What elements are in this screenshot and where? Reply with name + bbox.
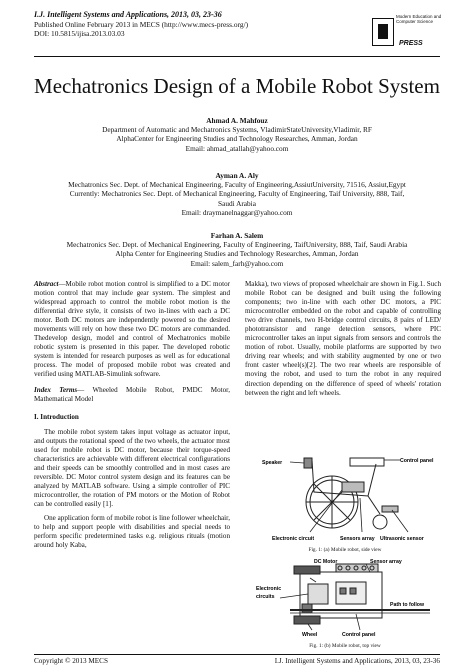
mecs-logo [372, 12, 442, 52]
label-path-to-follow: Path to follow [390, 602, 425, 608]
footer-rule [34, 654, 440, 655]
label-dc-motor: DC Motor [314, 559, 338, 565]
figure-1b-caption: Fig. 1: (b) Mobile robot, top view [309, 643, 381, 649]
right-column [245, 280, 441, 403]
intro-paragraph-2: One application form of mobile robot is line follower wheelchair, to help and support people with disabilities and special needs to perform specific predetermined tasks e.g. religious rituals (motion around holy Kaba, [34, 514, 230, 550]
caster-wheel-icon [373, 515, 387, 529]
author-name: Ayman A. Aly [215, 171, 259, 180]
left-column [34, 280, 230, 555]
label-circuits: circuits [256, 594, 275, 600]
figure-1a [250, 452, 440, 552]
author-email: Email: draymanelnaggar@yahoo.com [181, 207, 293, 217]
label-sensor-array: Sensor array [370, 559, 402, 565]
author-name: Ahmad A. Mahfouz [206, 116, 268, 125]
wheel-icon [294, 566, 320, 574]
author-affiliation: Saudi Arabia [218, 198, 256, 208]
label-speaker: Speaker [262, 460, 283, 466]
abstract [34, 280, 230, 380]
author-affiliation: Mechatronics Sec. Dept. of Mechanical Engineering, Faculty of Engineering,AssiutUniversity, 71516, Assiut,Egypt [68, 180, 406, 190]
label-electronic: Electronic [256, 586, 282, 592]
doi-line: DOI: 10.5815/ijisa.2013.03.03 [34, 29, 125, 38]
journal-header [34, 10, 354, 39]
author-block-2 [34, 171, 440, 217]
author-email: Email: salem_farh@yahoo.com [190, 258, 284, 268]
section-heading: I. Introduction [34, 412, 79, 421]
wheelchair-side-drawing [250, 452, 440, 542]
author-affiliation: Mechatronics Sec. Dept. of Mechanical Engineering, Faculty of Engineering, TaifUniversity, 888, Taif, Saudi Arabia [66, 240, 408, 250]
label-control-panel: Control panel [342, 632, 376, 638]
published-line: Published Online February 2013 in MECS (http://www.mecs-press.org/) [34, 19, 249, 29]
logo-press: PRESS [399, 40, 423, 47]
author-name: Farhan A. Salem [210, 231, 264, 240]
paper-title: Mechatronics Design of a Mobile Robot System [34, 74, 440, 98]
intro-paragraph-1: The mobile robot system takes input voltage as actuator input, and outputs the rotational speed of the two wheels, the actuator most used for mobile robot is DC motor, because their torque-speed characteristics are achievable with different electrical configurations and their speeds can be smoothly controlled and in most cases are reversible. DC Motor control system design and its features can be analyzed by MATLAB software. Using a simple controller of PIC microcontroller, the rotation of PM motors or the Motion of Robot can be controlled easily [1]. [34, 427, 230, 509]
author-affiliation: Alpha Center for Engineering Studies and Technology Researches, Amman, Jordan [115, 249, 359, 259]
figure-1b [250, 558, 440, 650]
logo-mark-icon [372, 18, 394, 46]
index-terms [34, 386, 230, 404]
journal-line: I.J. Intelligent Systems and Applications, 2013, 03, 23-36 [34, 10, 222, 19]
label-electronic-circuit: Electronic circuit [272, 536, 315, 542]
index-terms-label: Index Terms [34, 385, 78, 394]
abstract-label: Abstract [34, 280, 59, 288]
label-wheel: Wheel [302, 632, 318, 638]
logo-text: Modern Education and Computer Science [396, 14, 442, 25]
footer-journal: I.J. Intelligent Systems and Applications, 2013, 03, 23-36 [274, 657, 440, 665]
label-control-panel: Control panel [400, 458, 434, 464]
author-affiliation: AlphaCenter for Engineering Studies and Technology Researches, Amman, Jordan [116, 134, 358, 144]
author-affiliation: Currently: Mechatronics Sec. Dept. of Mechanical Engineering, Faculty of Engineering, Taif University, 888, Taif, [69, 189, 405, 199]
wheel-icon [294, 616, 320, 624]
wheelchair-top-drawing [250, 558, 440, 638]
right-paragraph-1: Makka), two views of proposed wheelchair are shown in Fig.1. Such mobile Robot can be designed and built using the following components; two in-line with each other DC motors, a PIC microcontroller embedded on the robot and capable of controlling two drive channels, two H-bridge control circuits, 8 pairs of LED/ phototransistor and range detection sensors, where PIC microcontroller takes an input signals from sensors and controls the motion of robot. Usually, mobile platforms are supported by two driving rear wheels; and with stability augmented by one or two front caster wheel(s)[2]. The two rear wheels are responsible of moving the robot, and used to turn the robot in any required direction depending on the difference of speed of wheels' rotation between the right and left wheels. [245, 280, 441, 397]
author-block-1 [34, 116, 440, 153]
author-email: Email: ahmad_atallah@yahoo.com [185, 143, 289, 153]
figure-1a-caption: Fig. 1: (a) Mobile robot, side view [308, 547, 382, 553]
author-affiliation: Department of Automatic and Mechatronics Systems, VladimirStateUniversity,Vladimir, RF [102, 125, 372, 135]
author-block-3 [34, 231, 440, 268]
abstract-text: —Mobile robot motion control is simplified to a DC motor motion control that may include gear system. The simplest and widespread approach to control the mobile robot motion is the differential drive style, it consists of two in-lines with each a DC motor. Both DC motors are independently powered so the desired movements will rely on how these two DC motors are commanded. Thedevelop design, model and control of Mechatronics mobile robotic system is presented in this paper. The developed robotic system is intended for research purposes as well as for educational process. The model of proposed mobile robot was created and verified using MATLAB-Simulink software. [34, 280, 230, 379]
label-ultrasonic-sensor: Ultrasonic sensor [380, 536, 424, 542]
index-terms-text: — Wheeled Mobile Robot, PMDC Motor, Mathematical Model [34, 385, 231, 403]
header-rule [34, 56, 440, 57]
footer-copyright: Copyright © 2013 MECS [34, 657, 108, 665]
label-sensors-array: Sensors array [340, 536, 375, 542]
